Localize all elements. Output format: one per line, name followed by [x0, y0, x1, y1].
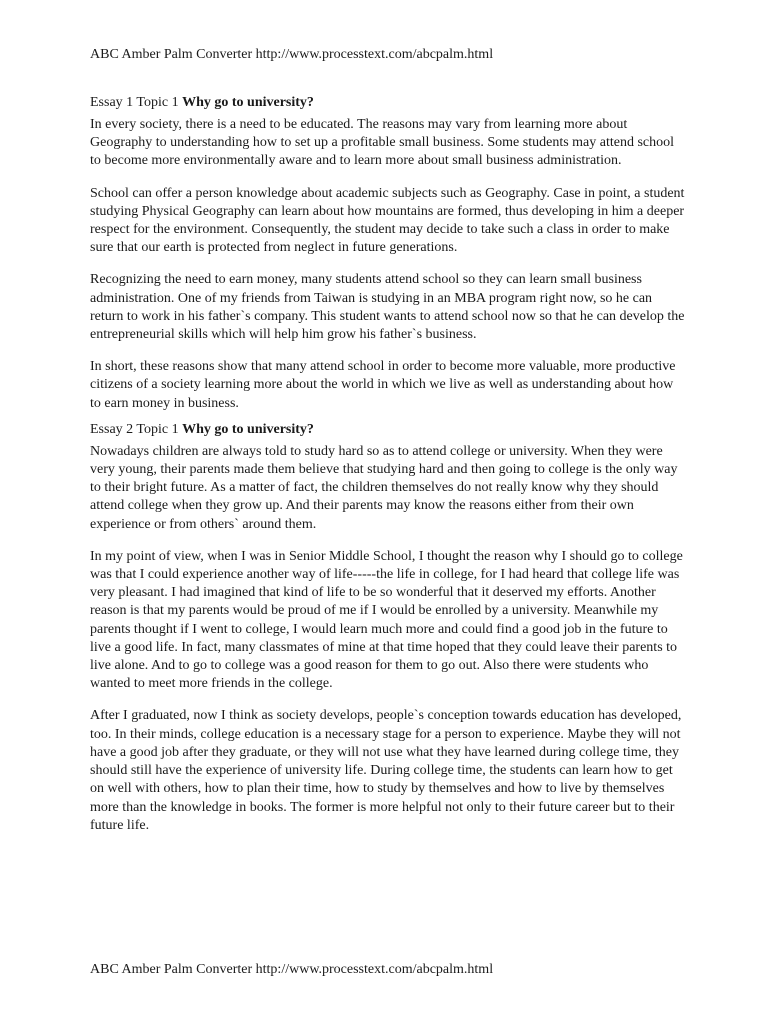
essay-1-paragraph-3: Recognizing the need to earn money, many students attend school so they can learn small business administration. One of my friends from Taiwan is studying in an MBA program right now, so he can return to work in his father`s company. This student wants to attend school now so that he can develop the entrepreneurial skills which will help him grow his father`s business.: [90, 272, 685, 343]
essay-2-paragraph-3: After I graduated, now I think as society develops, people`s conception towards education has developed, too. In their minds, college education is a necessary stage for a person to experience. Maybe they will not have a good job after they graduate, or they will not use what they have learned during college time, they should still have the experience of university life. During college time, the students can learn how to get on well with others, how to plan their time, how to study by themselves and how to live by themselves more than the knowledge in books. The former is more helpful not only to their future career but to their future life.: [90, 708, 682, 833]
essay-1-paragraph-2: School can offer a person knowledge about academic subjects such as Geography. Case in point, a student studying Physical Geography can learn about how mountains are formed, thus developing in him a deeper respect for the environment. Consequently, the student may decide to take such a class in order to make sure that our earth is protected from neglect in future generations.: [90, 185, 685, 256]
essay-2-heading-prefix: Essay 2 Topic 1: [90, 421, 183, 437]
essay-1-paragraph-4: In short, these reasons show that many attend school in order to become more valuable, more productive citizens of a society learning more about the world in which we live as well as understanding about how to earn money in business.: [90, 359, 676, 411]
page-header: ABC Amber Palm Converter http://www.processtext.com/abcpalm.html: [90, 47, 494, 62]
essay-1-heading-title: Why go to university?: [182, 95, 314, 110]
essay-2-heading: [90, 421, 685, 439]
essay-2-paragraph-1: Nowadays children are always told to study hard so as to attend college or university. When they were very young, their parents made them believe that studying hard and then going to college is the only way to their bright future. As a matter of fact, the children themselves do not really know why they should attend college when they grow up. And their parents may know the reasons either from their own experience or from others` around them.: [90, 443, 678, 532]
document-body: [90, 94, 685, 849]
essay-1-heading-prefix: Essay 1 Topic 1: [90, 95, 183, 110]
essay-1: [90, 94, 685, 413]
essay-1-paragraph-1: In every society, there is a need to be educated. The reasons may vary from learning more about Geography to understanding how to set up a profitable small business. Some students may attend school to become more environmentally aware and to learn more about small business administration.: [90, 117, 675, 169]
essay-1-heading: [90, 94, 685, 112]
page-footer: ABC Amber Palm Converter http://www.processtext.com/abcpalm.html: [90, 962, 494, 977]
essay-2-heading-title: Why go to university?: [182, 421, 314, 437]
essay-2: [90, 421, 685, 835]
essay-2-paragraph-2: In my point of view, when I was in Senior Middle School, I thought the reason why I should go to college was that I could experience another way of life-----the life in college, for I had heard that college life was very pleasant. I had imagined that kind of life to be so wonderful that it deserved my efforts. Another reason is that my parents would be proud of me if I would be enrolled by a university. Meanwhile my parents thought if I went to college, I would learn much more and could find a good job in the future to live a good life. In fact, many classmates of mine at that time hoped that they could leave their parents to live alone. And to go to college was a good reason for them to go out. Also there were students who wanted to meet more friends in the college.: [90, 548, 683, 692]
